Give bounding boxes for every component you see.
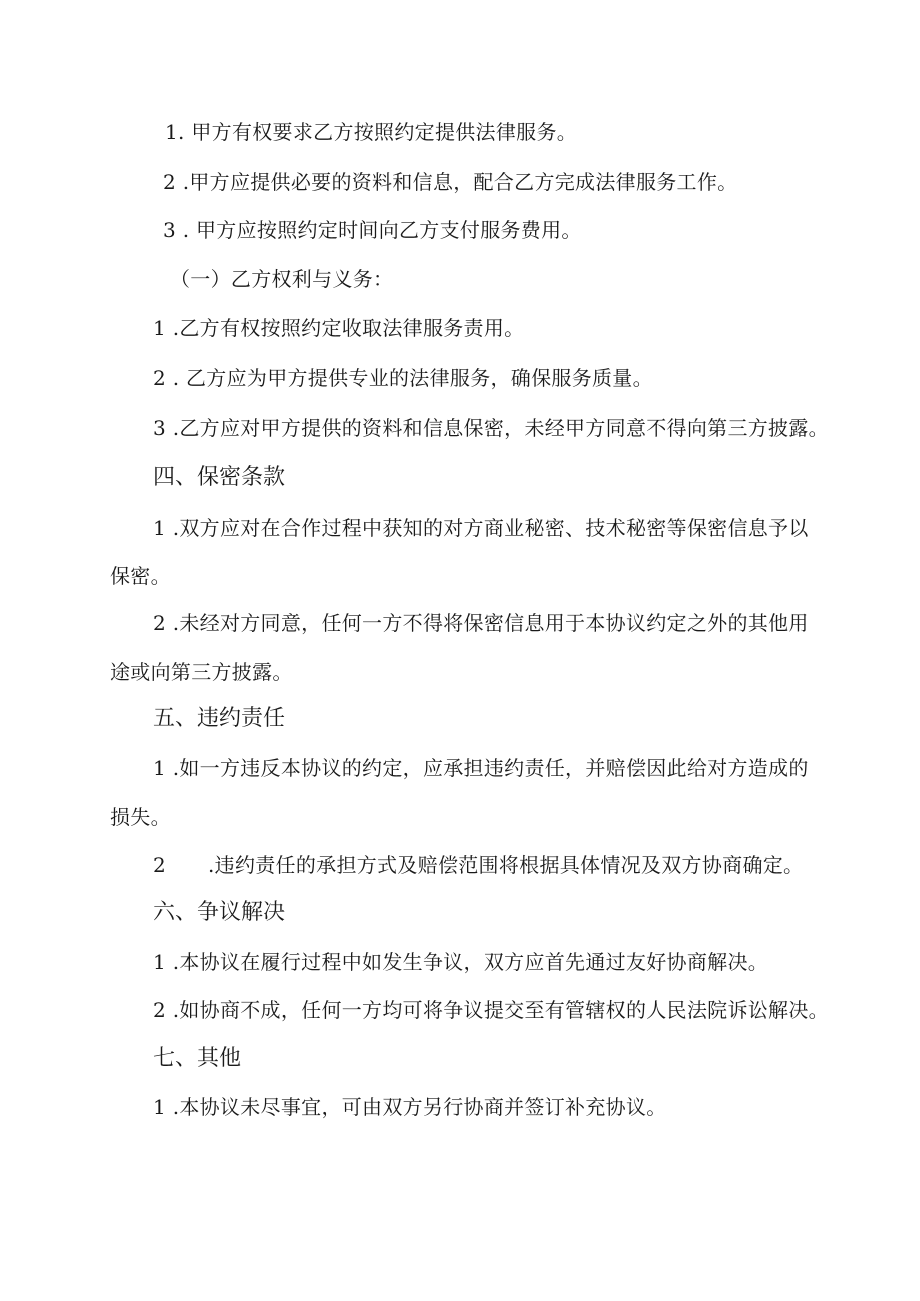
list-item [153, 316, 524, 340]
item-text: .未经对方同意，任何一方不得将保密信息用于本协议约定之外的其他用 [166, 611, 809, 635]
list-item [153, 1095, 667, 1119]
section-heading: 五、违约责任 [153, 706, 286, 731]
item-number: 2 [153, 853, 167, 877]
list-item [153, 611, 809, 635]
item-number: 1 [165, 120, 179, 144]
item-number: 1 [153, 756, 167, 780]
item-text: .如协商不成，任何一方均可将争议提交至有管辖权的人民法院诉讼解决。 [166, 998, 829, 1022]
item-continuation: 途或向第三方披露。 [110, 660, 293, 684]
item-text: .违约责任的承担方式及赔偿范围将根据具体情况及双方协商确定。 [208, 853, 804, 877]
list-item [163, 170, 737, 194]
list-item [153, 366, 653, 390]
item-number: 3 [163, 218, 177, 242]
item-continuation: 损失。 [110, 805, 171, 829]
item-text: . 甲方有权要求乙方按照约定提供法律服务。 [178, 120, 578, 144]
item-number: 1 [153, 1095, 167, 1119]
list-item [153, 998, 829, 1022]
item-text: .乙方应对甲方提供的资料和信息保密，未经甲方同意不得向第三方披露。 [166, 416, 829, 440]
list-item [163, 218, 582, 242]
item-number: 1 [153, 950, 167, 974]
item-text: .本协议未尽事宜，可由双方另行协商并签订补充协议。 [166, 1095, 667, 1119]
item-text: .双方应对在合作过程中获知的对方商业秘密、技术秘密等保密信息予以 [166, 516, 809, 540]
list-item [165, 120, 577, 144]
item-number: 2 [153, 366, 167, 390]
item-continuation: 保密。 [110, 564, 171, 588]
list-item [153, 853, 803, 877]
item-text: . 甲方应按照约定时间向乙方支付服务费用。 [176, 218, 582, 242]
subsection-title: （一）乙方权利与义务： [170, 267, 394, 291]
item-text: .如一方违反本协议的约定，应承担违约责任，并赔偿因此给对方造成的 [166, 756, 809, 780]
list-item [153, 756, 809, 780]
section-heading: 六、争议解决 [153, 900, 286, 925]
item-number: 2 [163, 170, 177, 194]
item-number: 2 [153, 998, 167, 1022]
item-number: 2 [153, 611, 167, 635]
item-text: .甲方应提供必要的资料和信息，配合乙方完成法律服务工作。 [176, 170, 738, 194]
section-heading: 四、保密条款 [153, 465, 286, 490]
item-number: 3 [153, 416, 167, 440]
item-text: . 乙方应为甲方提供专业的法律服务，确保服务质量。 [166, 366, 653, 390]
item-number: 1 [153, 516, 167, 540]
item-text: .本协议在履行过程中如发生争议，双方应首先通过友好协商解决。 [166, 950, 769, 974]
list-item [153, 516, 809, 540]
item-number: 1 [153, 316, 167, 340]
section-heading: 七、其他 [153, 1046, 242, 1071]
list-item [153, 416, 829, 440]
item-text: .乙方有权按照约定收取法律服务责用。 [166, 316, 525, 340]
list-item [153, 950, 768, 974]
